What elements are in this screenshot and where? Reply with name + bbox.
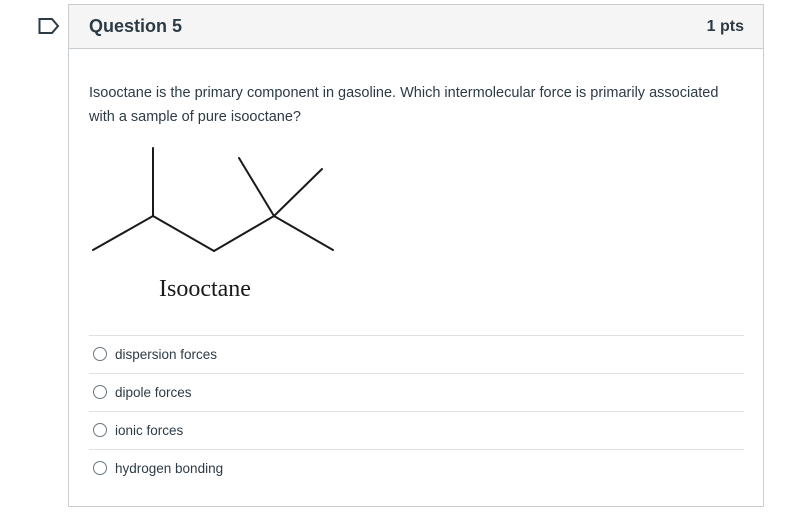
question-card: [68, 4, 764, 507]
answer-label[interactable]: hydrogen bonding: [115, 460, 224, 476]
answer-list: [89, 335, 744, 487]
question-points: 1 pts: [706, 17, 744, 35]
radio-icon[interactable]: [93, 461, 107, 475]
question-title: Question 5: [89, 16, 183, 36]
radio-icon[interactable]: [93, 385, 107, 399]
answer-label[interactable]: dispersion forces: [115, 346, 218, 362]
answer-option[interactable]: [89, 449, 744, 486]
flag-icon[interactable]: [38, 17, 60, 35]
radio-icon[interactable]: [93, 347, 107, 361]
answer-option[interactable]: [89, 411, 744, 448]
radio-icon[interactable]: [93, 423, 107, 437]
answer-label[interactable]: dipole forces: [115, 384, 192, 400]
answer-option[interactable]: [89, 373, 744, 410]
question-header: [69, 5, 763, 49]
answer-option[interactable]: [89, 335, 744, 372]
question-text: Isooctane is the primary component in gasoline. Which intermolecular force is primarily associated with a sample of pure isooctane?: [89, 85, 719, 125]
structure-label: Isooctane: [159, 276, 251, 302]
answer-label[interactable]: ionic forces: [115, 422, 184, 438]
